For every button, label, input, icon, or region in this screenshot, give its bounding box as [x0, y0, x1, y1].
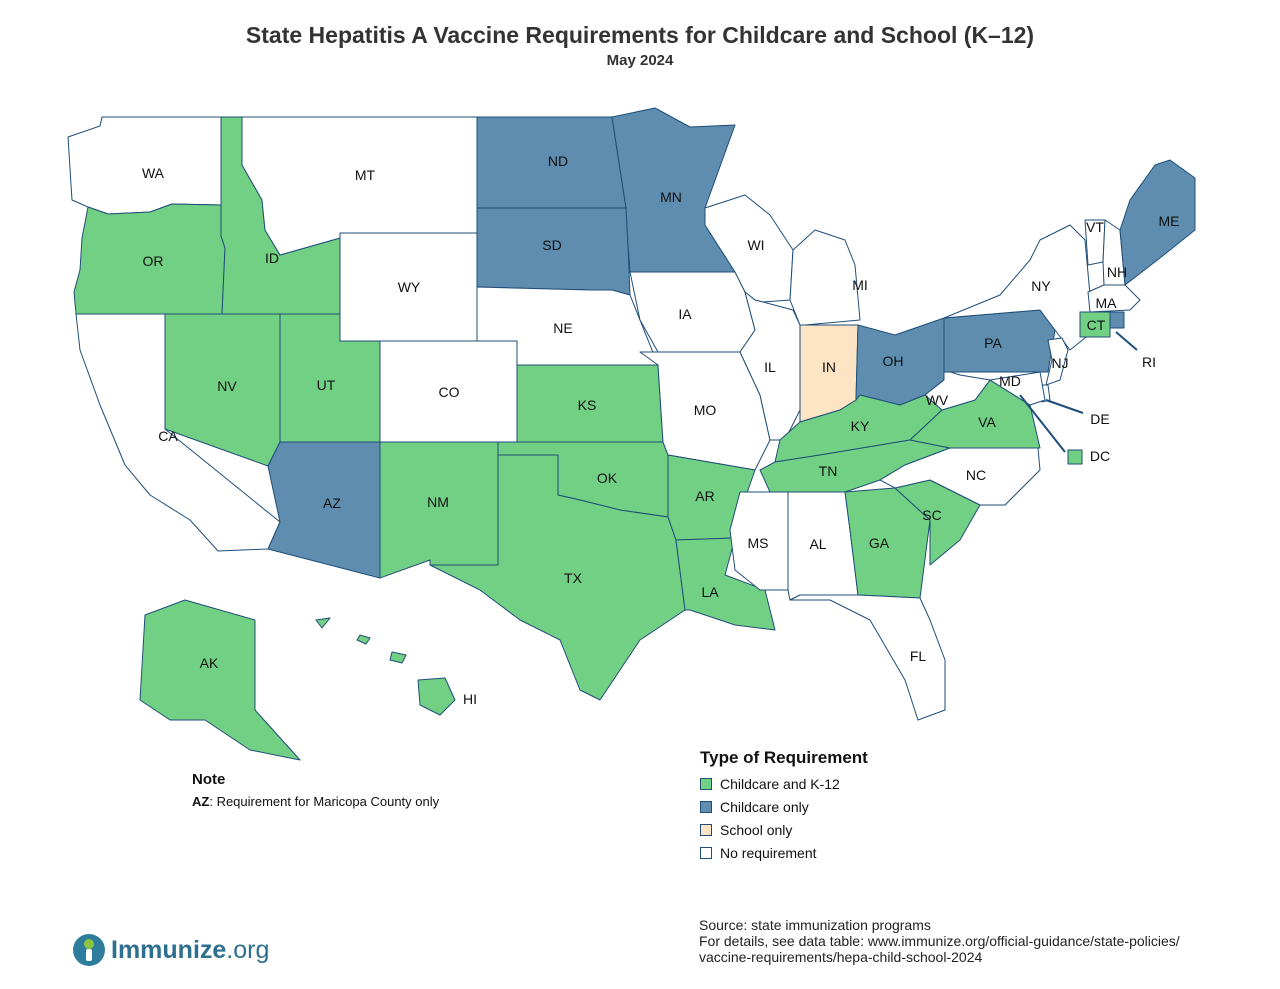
state-label-ca: CA	[158, 428, 178, 444]
de-callout-line	[1046, 400, 1083, 413]
state-label-fl: FL	[909, 648, 927, 664]
state-label-me: ME	[1158, 213, 1180, 229]
state-label-il: IL	[764, 359, 776, 375]
state-label-ut: UT	[316, 377, 336, 393]
note-body: : Requirement for Maricopa County only	[209, 794, 440, 809]
state-label-wv: WV	[925, 392, 949, 408]
state-label-oh: OH	[882, 353, 904, 369]
note	[192, 771, 439, 809]
map-subtitle: May 2024	[606, 52, 674, 69]
legend-item-school-only	[700, 818, 868, 841]
state-label-az: AZ	[323, 495, 341, 511]
state-label-ar: AR	[695, 488, 715, 504]
state-label-nv: NV	[217, 378, 237, 394]
legend-item-childcare-and-k12	[700, 772, 868, 795]
legend-label: Childcare and K-12	[720, 775, 840, 792]
state-mi	[790, 230, 860, 325]
hawaii-island	[357, 635, 370, 644]
details-url-line: vaccine-requirements/hepa-child-school-2024	[699, 949, 983, 965]
state-label-ia: IA	[678, 306, 692, 322]
logo-name: Immunize	[111, 935, 227, 964]
state-label-sc: SC	[922, 507, 942, 523]
immunize-logo-icon	[73, 934, 105, 966]
state-label-ga: GA	[868, 535, 890, 551]
legend-item-no-requirement	[700, 841, 868, 864]
state-label-sd: SD	[542, 237, 562, 253]
state-dc	[1068, 450, 1082, 464]
legend	[700, 748, 868, 864]
state-label-ks: KS	[577, 397, 597, 413]
state-label-vt: VT	[1086, 219, 1104, 235]
state-hi	[418, 678, 455, 715]
state-label-ma: MA	[1095, 295, 1117, 311]
state-label-nh: NH	[1106, 264, 1128, 280]
hawaii-island	[316, 618, 330, 628]
state-label-dc: DC	[1089, 448, 1111, 464]
state-label-va: VA	[978, 414, 996, 430]
state-ri	[1110, 312, 1124, 328]
state-label-mt: MT	[354, 167, 376, 183]
state-label-ok: OK	[596, 470, 618, 486]
legend-label: Childcare only	[720, 798, 809, 815]
legend-item-childcare-only	[700, 795, 868, 818]
state-label-hi: HI	[463, 691, 477, 707]
map-title: State Hepatitis A Vaccine Requirements for Childcare and School (K–12)	[245, 22, 1035, 48]
state-label-ky: KY	[850, 418, 870, 434]
state-label-nd: ND	[547, 153, 569, 169]
note-text	[192, 794, 439, 809]
note-state: AZ	[192, 794, 210, 809]
state-ia	[630, 272, 755, 352]
state-label-nj: NJ	[1051, 355, 1069, 371]
state-label-md: MD	[999, 373, 1021, 389]
legend-swatch	[700, 847, 712, 859]
state-label-ct: CT	[1086, 317, 1106, 333]
state-label-ne: NE	[553, 320, 573, 336]
state-label-la: LA	[701, 584, 719, 600]
immunize-logo	[73, 934, 269, 966]
state-nm	[380, 442, 498, 578]
hawaii-island	[390, 652, 406, 663]
legend-swatch	[700, 778, 712, 790]
state-label-id: ID	[265, 250, 279, 266]
state-label-in: IN	[822, 359, 836, 375]
state-label-ak: AK	[199, 655, 219, 671]
state-label-pa: PA	[984, 335, 1002, 351]
state-label-co: CO	[438, 384, 460, 400]
state-label-al: AL	[809, 536, 827, 552]
state-label-mn: MN	[660, 189, 682, 205]
state-label-wi: WI	[747, 237, 765, 253]
state-label-ms: MS	[747, 535, 769, 551]
state-label-nc: NC	[965, 467, 987, 483]
legend-swatch	[700, 824, 712, 836]
state-label-ri: RI	[1142, 354, 1156, 370]
state-label-ny: NY	[1031, 278, 1051, 294]
logo-suffix: .org	[226, 935, 270, 964]
source-line: Source: state immunization programs	[699, 917, 931, 933]
ri-callout-line	[1116, 332, 1137, 350]
state-label-wa: WA	[141, 165, 165, 181]
note-title: Note	[192, 771, 226, 788]
details-line: For details, see data table: www.immunize.org/official-guidance/state-policies/	[699, 933, 1180, 949]
state-label-de: DE	[1090, 411, 1110, 427]
state-label-tx: TX	[564, 570, 582, 586]
state-label-or: OR	[142, 253, 164, 269]
state-ak	[140, 600, 300, 760]
state-label-tn: TN	[818, 463, 838, 479]
source-text	[699, 917, 1180, 965]
legend-label: School only	[720, 821, 793, 838]
state-me	[1120, 160, 1195, 285]
legend-swatch	[700, 801, 712, 813]
legend-title: Type of Requirement	[700, 748, 868, 767]
state-label-mi: MI	[852, 277, 868, 293]
state-label-nm: NM	[427, 494, 449, 510]
state-label-wy: WY	[397, 279, 421, 295]
legend-label: No requirement	[720, 844, 817, 861]
state-label-mo: MO	[693, 402, 717, 418]
